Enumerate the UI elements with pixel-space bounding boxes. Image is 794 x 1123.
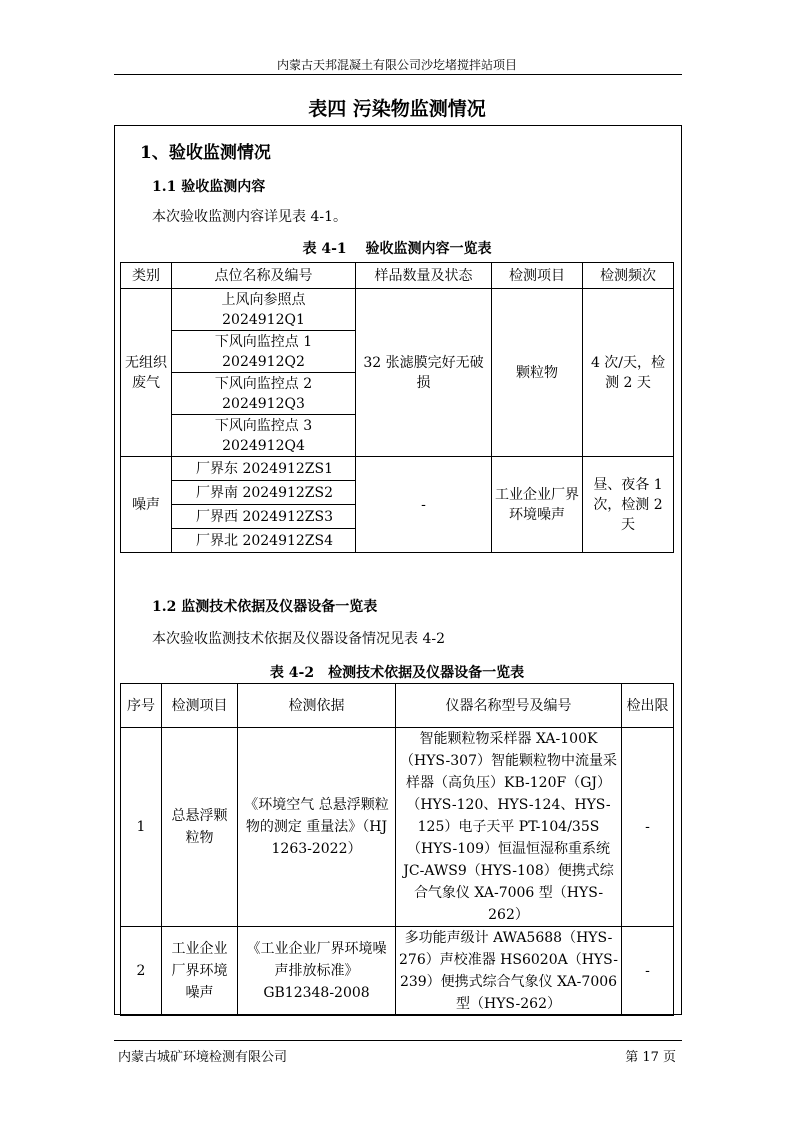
point-cell	[172, 373, 356, 415]
table-row	[121, 728, 674, 927]
table-4-1-caption: 表 4-1 验收监测内容一览表	[302, 241, 492, 257]
subsection-heading-1-1: 1.1 验收监测内容	[152, 179, 266, 195]
point-cell	[172, 415, 356, 457]
row-number: 1	[121, 728, 162, 927]
page-number: 第 17 页	[625, 1050, 676, 1065]
point-name: 下风向监控点 3	[214, 417, 313, 434]
point-code: 2024912Q1	[222, 311, 305, 328]
table-row	[121, 927, 674, 1016]
column-header: 点位名称及编号	[172, 263, 356, 289]
column-header: 检测项目	[492, 263, 583, 289]
basis-cell: 《工业企业厂界环境噪声排放标准》GB12348-2008	[238, 927, 396, 1016]
footer-company: 内蒙古城矿环境检测有限公司	[118, 1050, 288, 1065]
point-cell: 厂界南 2024912ZS2	[172, 481, 356, 505]
table-4-2	[120, 683, 674, 1016]
table-4-1	[120, 262, 674, 553]
section-heading: 1、验收监测情况	[140, 143, 271, 163]
limit-cell: -	[622, 728, 674, 927]
column-header: 仪器名称型号及编号	[396, 684, 622, 728]
item-cell: 总悬浮颗粒物	[162, 728, 238, 927]
point-code: 2024912Q2	[222, 353, 305, 370]
point-cell: 厂界东 2024912ZS1	[172, 457, 356, 481]
point-name: 下风向监控点 2	[214, 375, 313, 392]
page-header: 内蒙古天邦混凝土有限公司沙圪堵搅拌站项目	[276, 58, 517, 72]
column-header: 类别	[121, 263, 172, 289]
subsection-heading-1-2: 1.2 监测技术依据及仪器设备一览表	[152, 599, 378, 615]
item-cell: 工业企业厂界环境噪声	[162, 927, 238, 1016]
row-number: 2	[121, 927, 162, 1016]
frequency-cell: 昼、夜各 1 次，检测 2 天	[583, 457, 674, 553]
table-4-2-caption: 表 4-2 检测技术依据及仪器设备一览表	[269, 665, 525, 681]
header-rule	[114, 74, 682, 75]
item-cell: 工业企业厂界环境噪声	[492, 457, 583, 553]
point-code: 2024912Q4	[222, 437, 305, 454]
column-header: 检出限	[622, 684, 674, 728]
instrument-cell: 多功能声级计 AWA5688（HYS-276）声校准器 HS6020A（HYS-239）便携式综合气象仪 XA-7006 型（HYS-262）	[396, 927, 622, 1016]
frequency-cell: 4 次/天，检测 2 天	[583, 289, 674, 457]
column-header: 样品数量及状态	[356, 263, 492, 289]
sample-cell: 32 张滤膜完好无破损	[356, 289, 492, 457]
point-code: 2024912Q3	[222, 395, 305, 412]
column-header: 检测项目	[162, 684, 238, 728]
paragraph-1-1: 本次验收监测内容详见表 4-1。	[152, 209, 347, 225]
category-cell: 无组织废气	[121, 289, 172, 457]
basis-cell: 《环境空气 总悬浮颗粒物的测定 重量法》（HJ 1263-2022）	[238, 728, 396, 927]
sample-cell: -	[356, 457, 492, 553]
item-cell: 颗粒物	[492, 289, 583, 457]
category-cell: 噪声	[121, 457, 172, 553]
limit-cell: -	[622, 927, 674, 1016]
instrument-cell: 智能颗粒物采样器 XA-100K（HYS-307）智能颗粒物中流量采样器（高负压）KB-120F（GJ）（HYS-120、HYS-124、HYS-125）电子天平 PT-104/35S（HYS-109）恒温恒湿称重系统 JC-AWS9（HYS-108）便携式综合气象仪 XA-7006 型（HYS-262）	[396, 728, 622, 927]
point-cell: 厂界西 2024912ZS3	[172, 505, 356, 529]
column-header: 序号	[121, 684, 162, 728]
point-cell	[172, 289, 356, 331]
paragraph-1-2: 本次验收监测技术依据及仪器设备情况见表 4-2	[152, 631, 445, 647]
point-cell: 厂界北 2024912ZS4	[172, 529, 356, 553]
column-header: 检测频次	[583, 263, 674, 289]
point-name: 下风向监控点 1	[214, 333, 313, 350]
document-title: 表四 污染物监测情况	[308, 98, 486, 120]
point-cell	[172, 331, 356, 373]
footer-rule	[114, 1040, 682, 1041]
point-name: 上风向参照点	[221, 291, 306, 308]
column-header: 检测依据	[238, 684, 396, 728]
